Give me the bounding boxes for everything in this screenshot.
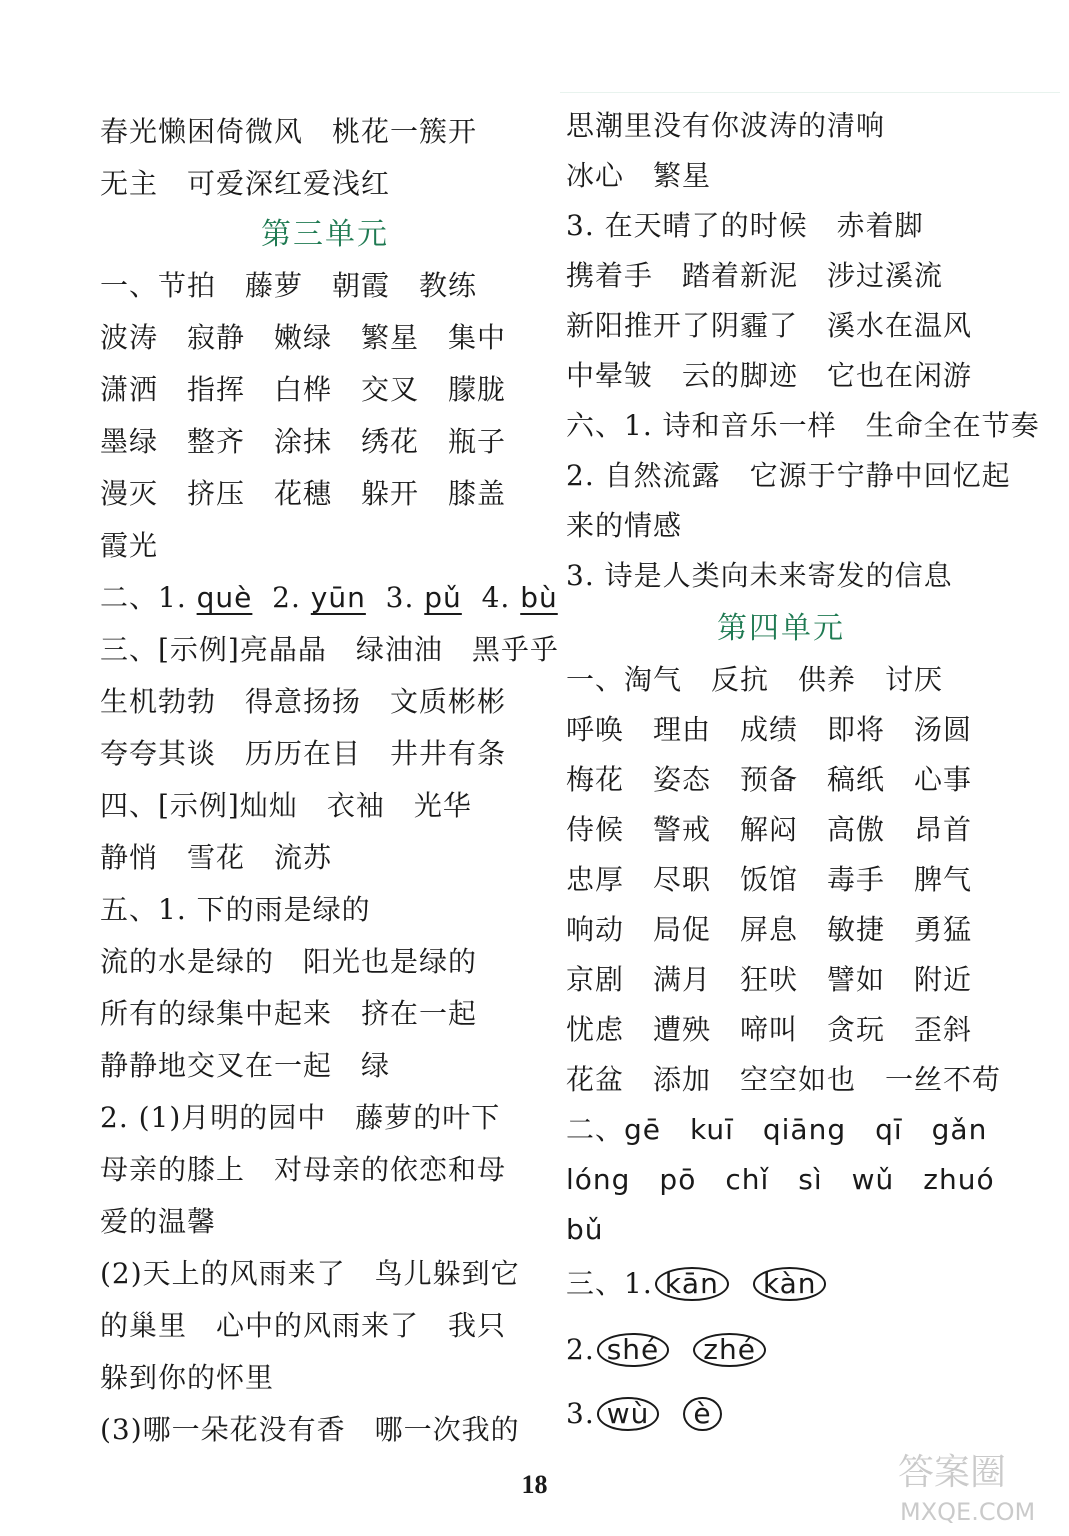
text-line: 2. (1)月明的园中 藤萝的叶下 [100, 1101, 501, 1134]
watermark-text: 答案圈 [898, 1452, 1007, 1493]
text-line: 静悄 雪花 流苏 [100, 841, 333, 874]
pinyin-line: 二、gē kuī qiāng qī gǎn [566, 1113, 988, 1146]
q-prefix: 2. [566, 1333, 595, 1366]
text-line: 静静地交叉在一起 绿 [100, 1049, 391, 1082]
circled-pinyin: zhé [693, 1333, 766, 1367]
text-line: 墨绿 整齐 涂抹 绣花 瓶子 [100, 425, 507, 458]
text-line: 思潮里没有你波涛的清响 [566, 109, 886, 142]
text-line: 夸夸其谈 历历在目 井井有条 [100, 737, 507, 770]
text-line: 侍候 警戒 解闷 高傲 昂首 [566, 813, 973, 846]
text-line: 五、1. 下的雨是绿的 [100, 893, 371, 926]
circled-answers [566, 1332, 766, 1368]
q-number: 2. [252, 581, 311, 614]
q-prefix: 二、1. [100, 581, 197, 614]
text-line: 生机勃勃 得意扬扬 文质彬彬 [100, 685, 507, 718]
text-line: 所有的绿集中起来 挤在一起 [100, 997, 478, 1030]
page-number: 18 [521, 1470, 548, 1499]
text-line: 波涛 寂静 嫩绿 繁星 集中 [100, 321, 507, 354]
circled-pinyin: è [683, 1397, 721, 1431]
pinyin-answer: yūn [310, 581, 366, 614]
top-divider [560, 92, 1060, 93]
text-line: 冰心 繁星 [566, 159, 712, 192]
text-line: 来的情感 [566, 509, 683, 542]
text-line: 流的水是绿的 阳光也是绿的 [100, 945, 478, 978]
pinyin-answer: què [196, 581, 253, 614]
circled-pinyin: kàn [753, 1267, 827, 1301]
text-line: 四、[示例]灿灿 衣袖 光华 [100, 789, 472, 822]
circled-answers [566, 1396, 722, 1432]
watermark-url: MXQE.COM [900, 1498, 1036, 1526]
unit4-heading: 第四单元 [717, 611, 845, 646]
pinyin-answer: pǔ [424, 581, 462, 614]
unit3-heading: 第三单元 [261, 217, 389, 252]
pinyin-answer: bù [520, 581, 558, 614]
text-line: 忧虑 遭殃 啼叫 贪玩 歪斜 [566, 1013, 973, 1046]
circled-pinyin: kān [655, 1267, 729, 1301]
text-line: 爱的温馨 [100, 1205, 217, 1238]
circled-pinyin: shé [597, 1333, 670, 1367]
text-line: 携着手 踏着新泥 涉过溪流 [566, 259, 944, 292]
text-line: 一、节拍 藤萝 朝霞 教练 [100, 269, 478, 302]
q-number: 3. [365, 581, 425, 614]
text-line: 花盆 添加 空空如也 一丝不苟 [566, 1063, 1002, 1096]
text-line: 中晕皱 云的脚迹 它也在闲游 [566, 359, 973, 392]
q-number: 4. [461, 581, 521, 614]
text-line: 3. 在天晴了的时候 赤着脚 [566, 209, 924, 242]
text-line: 京剧 满月 狂吠 譬如 附近 [566, 963, 973, 996]
text-line: 呼唤 理由 成绩 即将 汤圆 [566, 713, 973, 746]
text-line: (3)哪一朵花没有香 哪一次我的 [100, 1413, 520, 1446]
circled-answers [566, 1266, 826, 1302]
pinyin-line: bǔ [566, 1213, 604, 1246]
text-line: 忠厚 尽职 饭馆 毒手 脾气 [566, 863, 973, 896]
text-line: 漫灭 挤压 花穗 躲开 膝盖 [100, 477, 507, 510]
text-line: 2. 自然流露 它源于宁静中回忆起 [566, 459, 1011, 492]
text-line: 躲到你的怀里 [100, 1361, 275, 1394]
text-line: 六、1. 诗和音乐一样 生命全在节奏 [566, 409, 1040, 442]
q-prefix: 三、1. [566, 1267, 653, 1300]
text-line: 三、[示例]亮晶晶 绿油油 黑乎乎 [100, 633, 559, 666]
q-prefix: 3. [566, 1397, 595, 1430]
text-line: 霞光 [100, 529, 159, 562]
text-line: 母亲的膝上 对母亲的依恋和母 [100, 1153, 507, 1186]
text-line: 潇洒 指挥 白桦 交叉 朦胧 [100, 373, 507, 406]
text-line: 梅花 姿态 预备 稿纸 心事 [566, 763, 973, 796]
circled-pinyin: wù [597, 1397, 660, 1431]
text-line: 的巢里 心中的风雨来了 我只 [100, 1309, 507, 1342]
text-line: 一、淘气 反抗 供养 讨厌 [566, 663, 944, 696]
text-line: 3. 诗是人类向未来寄发的信息 [566, 559, 953, 592]
pinyin-answers [100, 580, 558, 616]
text-line: 无主 可爱深红爱浅红 [100, 167, 391, 200]
text-line: 新阳推开了阴霾了 溪水在温风 [566, 309, 973, 342]
text-line: 响动 局促 屏息 敏捷 勇猛 [566, 913, 973, 946]
pinyin-line: lóng pō chǐ sì wǔ zhuó [566, 1163, 995, 1196]
text-line: (2)天上的风雨来了 鸟儿躲到它 [100, 1257, 520, 1290]
watermark-logo [890, 1440, 1060, 1530]
text-line: 春光懒困倚微风 桃花一簇开 [100, 115, 478, 148]
